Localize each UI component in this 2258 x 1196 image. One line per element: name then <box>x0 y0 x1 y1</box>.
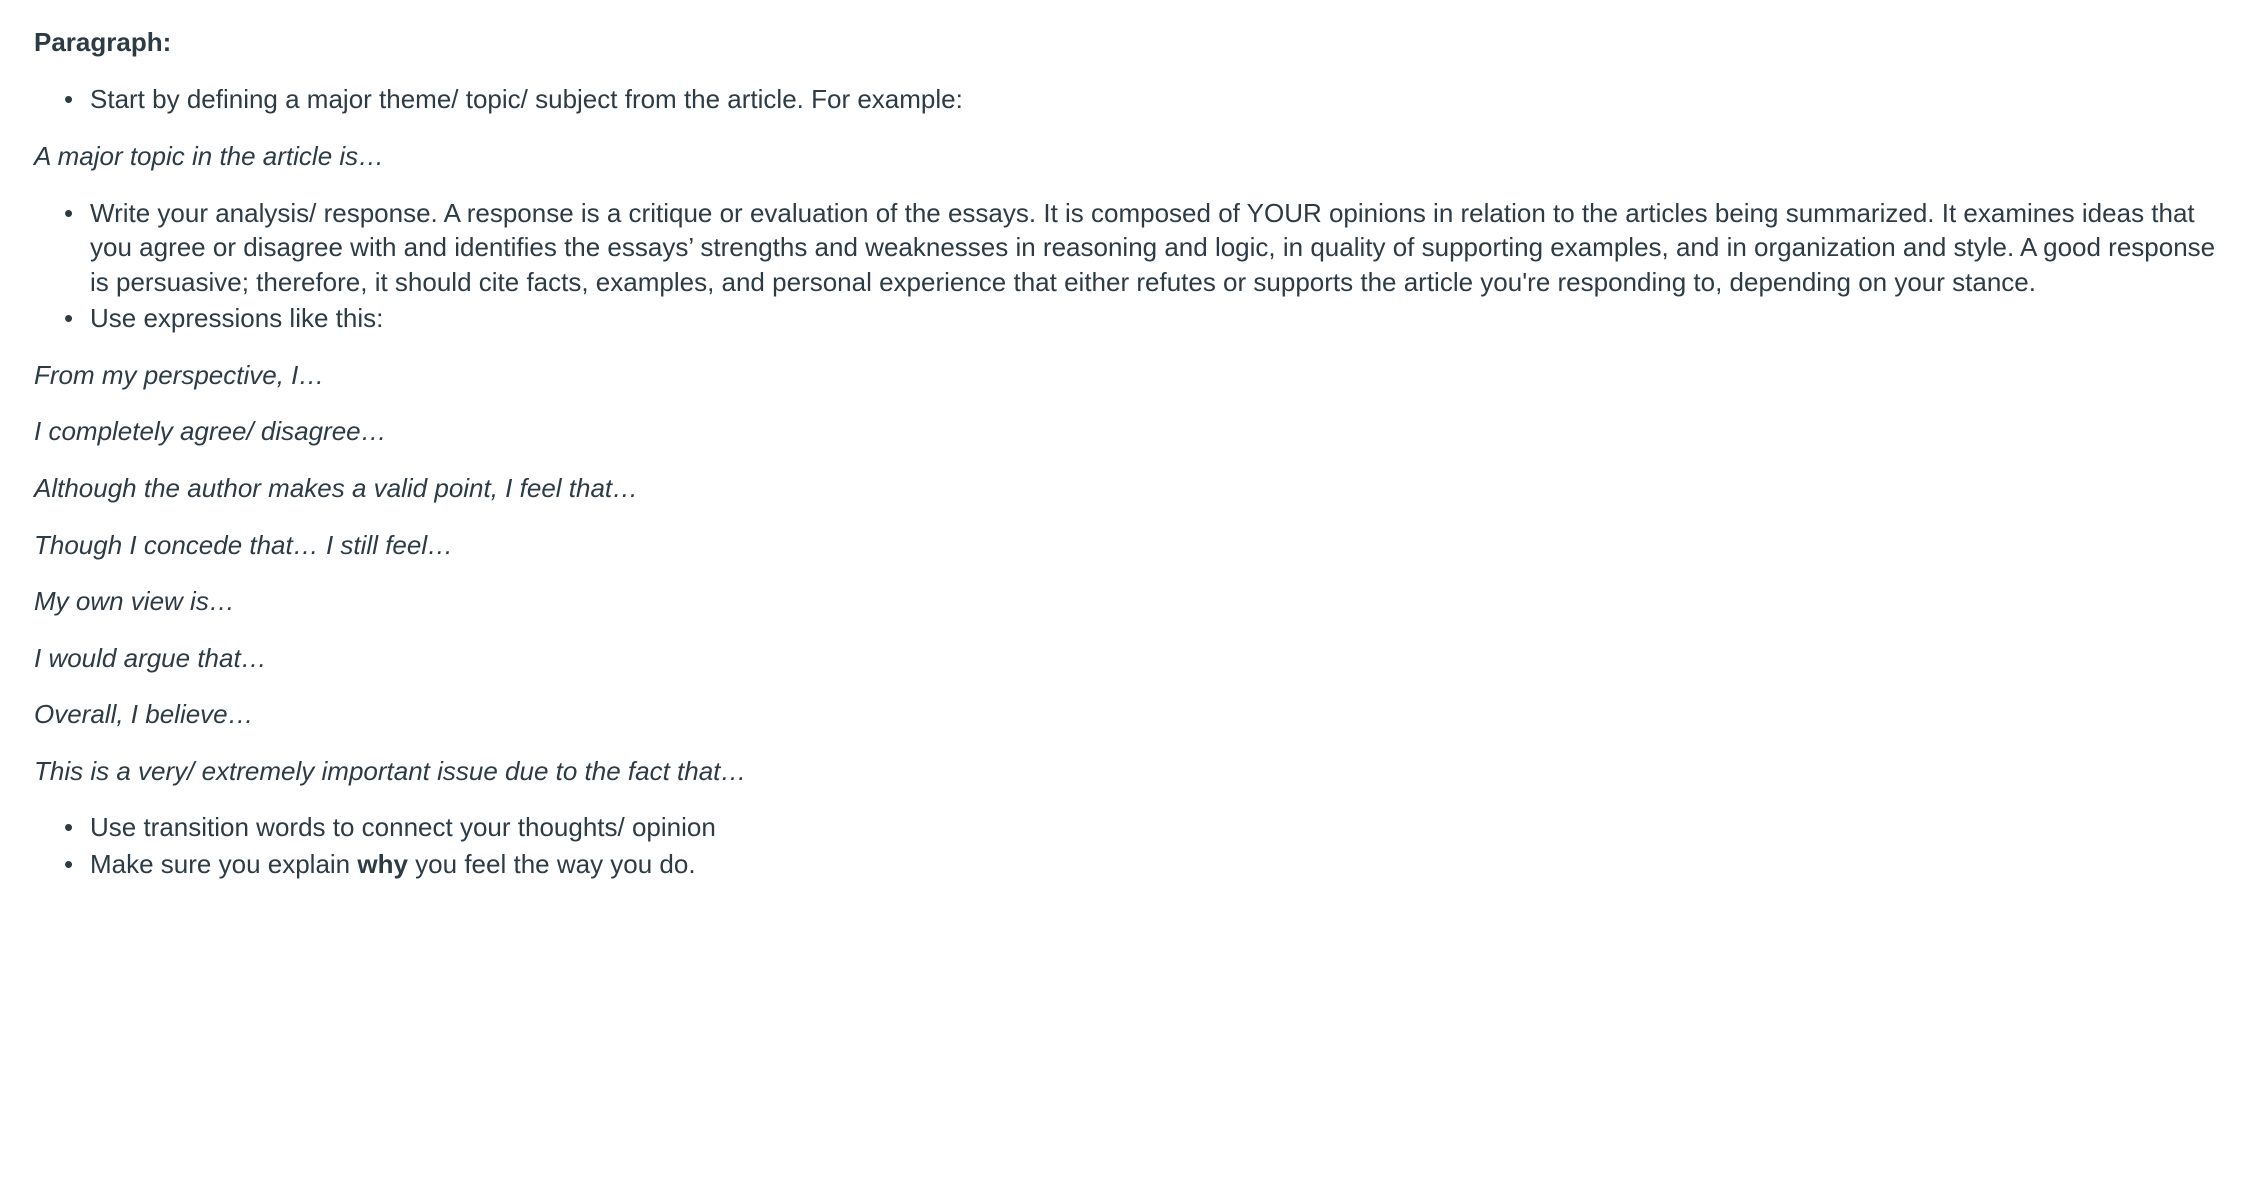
expression-overall: Overall, I believe… <box>34 699 254 730</box>
list-item: • Start by defining a major theme/ topic/ subject from the article. For example: <box>90 82 2224 117</box>
final-bullet-prefix: Make sure you explain <box>90 849 358 880</box>
final-bullet-suffix: you feel the way you do. <box>407 849 696 880</box>
expression-valid-point: Although the author makes a valid point, I feel that… <box>34 473 639 504</box>
expression-important-issue: This is a very/ extremely important issue due to the fact that… <box>34 755 747 786</box>
list-item: • Use transition words to connect your thoughts/ opinion <box>90 810 2224 845</box>
list-item <box>90 847 2224 882</box>
final-bullet-emphasis: why <box>357 849 408 880</box>
list-item: • Use expressions like this: <box>90 301 2224 336</box>
expression-perspective: From my perspective, I… <box>34 359 325 390</box>
example-sentence-topic: A major topic in the article is… <box>34 140 385 171</box>
page-title: Paragraph: <box>34 27 172 57</box>
bullet-list-closing <box>34 810 2224 881</box>
expression-agree-disagree: I completely agree/ disagree… <box>34 416 387 447</box>
bullet-list-analysis <box>34 196 2224 336</box>
list-item: • Write your analysis/ response. A response is a critique or evaluation of the essays. It is composed of YOUR opinions in relation to the articles being summarized. It examines ideas that you agree or disagree with and identifies the essays’ strengths and weaknesses in reasoning and logic, in quality of supporting examples, and in organization and style. A good response is persuasive; therefore, it should cite facts, examples, and personal experience that either refutes or supports the article you're responding to, depending on your stance. <box>90 196 2224 300</box>
expression-concede: Though I concede that… I still feel… <box>34 529 454 560</box>
bullet-list-intro <box>34 82 2224 117</box>
expression-own-view: My own view is… <box>34 586 235 617</box>
expression-argue: I would argue that… <box>34 642 267 673</box>
